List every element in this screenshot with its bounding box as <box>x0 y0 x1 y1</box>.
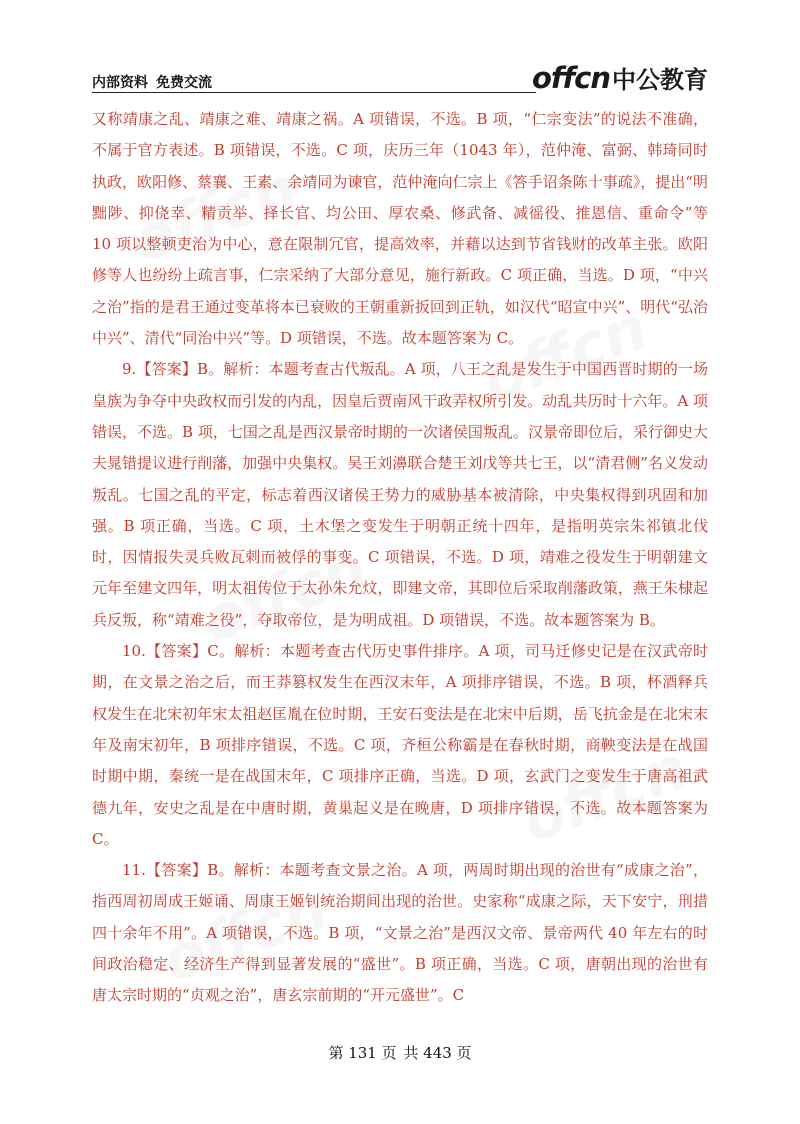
paragraph-question-10: 10.【答案】C。解析：本题考查古代历史事件排序。A 项，司马迁修史记是在汉武帝时期，在文景之治之后，而王莽篡权发生在西汉末年，A 项排序错误，不选。B 项，杯酒释兵权发生在北宋初年宋太祖赵匡胤在位时期，王安石变法是在北宋中后期，岳飞抗金是在北宋末年及南宋初年，B 项排序错误，不选。C 项，齐桓公称霸是在春秋时期，商鞅变法是在战国时期中期，秦统一是在战国末年，C 项排序正确，当选。D 项，玄武门之变发生于唐高祖武德九年，安史之乱是在中唐时期，黄巢起义是在晚唐，D 项排序错误，不选。故本题答案为 C。 <box>92 642 708 848</box>
document-body <box>92 104 708 1012</box>
offcn-logo <box>532 60 708 96</box>
logo-chinese: 中公教育 <box>612 66 708 94</box>
page-total: 共 443 页 <box>403 1044 472 1062</box>
header-label <box>92 72 212 92</box>
paragraph-question-9: 9.【答案】B。解析：本题考查古代叛乱。A 项，八王之乱是发生于中国西晋时期的一场皇族为争夺中央政权而引发的内乱，因皇后贾南风干政弄权所引发。动乱共历时十六年。A 项错误，不选。B 项，七国之乱是西汉景帝时期的一次诸侯国叛乱。汉景帝即位后，采行御史大夫晁错提议进行削藩，加强中央集权。吴王刘濞联合楚王刘戊等共七王，以“清君侧”名义发动叛乱。七国之乱的平定，标志着西汉诸侯王势力的威胁基本被清除，中央集权得到巩固和加强。B 项正确，当选。C 项，土木堡之变发生于明朝正统十四年，是指明英宗朱祁镇北伐时，因情报失灵兵败瓦剌而被俘的事变。C 项错误，不选。D 项，靖难之役发生于明朝建文元年至建文四年，明太祖传位于太孙朱允炆，即建文帝，其即位后采取削藩政策，燕王朱棣起兵反叛，称“靖难之役”，夺取帝位，是为明成祖。D 项错误，不选。故本题答案为 B。 <box>92 360 708 629</box>
logo-english: offcn <box>532 61 610 95</box>
page-header <box>92 61 708 96</box>
header-label-internal: 内部资料 <box>92 75 148 91</box>
header-label-free: 免费交流 <box>156 75 212 91</box>
page-number: 第 131 页 <box>328 1044 397 1062</box>
page-footer <box>0 1042 800 1063</box>
paragraph-question-11: 11.【答案】B。解析：本题考查文景之治。A 项，两周时期出现的治世有“成康之治”，指西周初周成王姬诵、周康王姬钊统治期间出现的治世。史家称“成康之际，天下安宁，刑措四十余年不用”。A 项错误，不选。B 项，“文景之治”是西汉文帝、景帝两代 40 年左右的时间政治稳定、经济生产得到显著发展的“盛世”。B 项正确，当选。C 项，唐朝出现的治世有唐太宗时期的“贞观之治”，唐玄宗前期的“开元盛世”。C <box>92 861 708 1005</box>
paragraph-continuation: 又称靖康之乱、靖康之难、靖康之祸。A 项错误，不选。B 项，“仁宗变法”的说法不准确，不属于官方表述。B 项错误，不选。C 项，庆历三年（1043 年），范仲淹、富弼、韩琦同时执政，欧阳修、蔡襄、王素、余靖同为谏官，范仲淹向仁宗上《答手诏条陈十事疏》，提出“明黜陟、抑侥幸、精贡举、择长官、均公田、厚农桑、修武备、减徭役、推恩信、重命令”等 10 项以整顿吏治为中心，意在限制冗官，提高效率，并藉以达到节省钱财的改革主张。欧阳修等人也纷纷上疏言事，仁宗采纳了大部分意见，施行新政。C 项正确，当选。D 项，“中兴之治”指的是君王通过变革将本已衰败的王朝重新扳回到正轨，如汉代“昭宣中兴”、明代“弘治中兴”、清代“同治中兴”等。D 项错误，不选。故本题答案为 C。 <box>92 110 708 348</box>
header-divider <box>92 92 536 93</box>
